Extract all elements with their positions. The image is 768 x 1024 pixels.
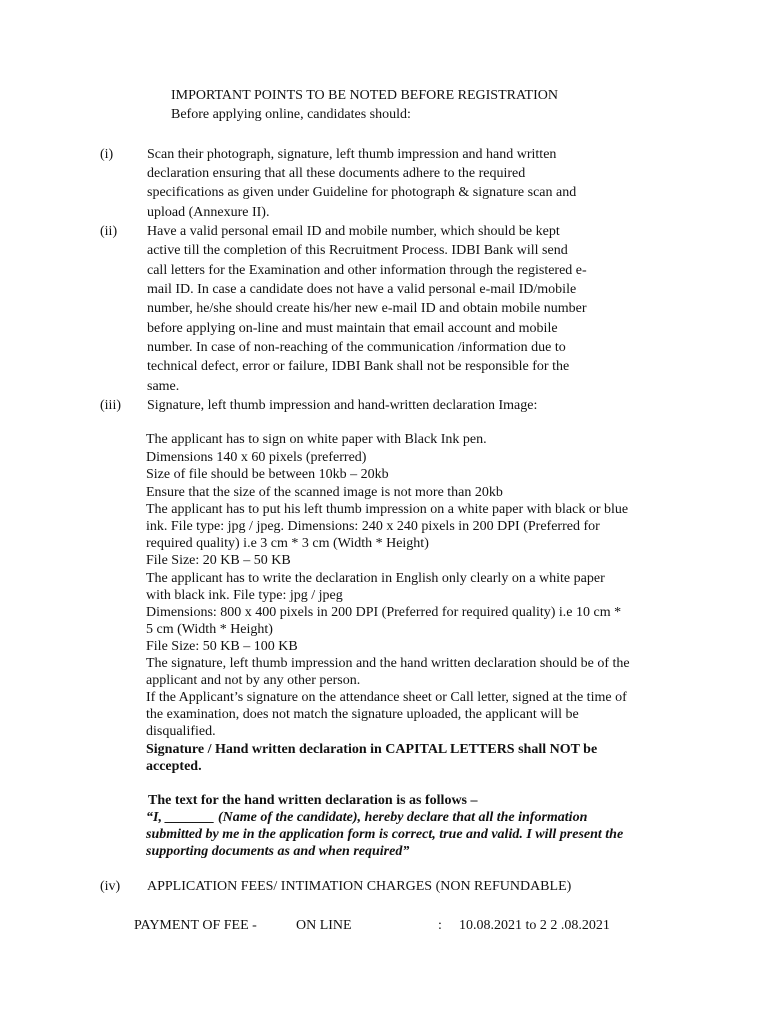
item-line: declaration ensuring that all these documents adhere to the required (147, 166, 526, 181)
item-line: mail ID. In case a candidate does not have a valid personal e-mail ID/mobile (147, 282, 577, 297)
spec-line: File Size: 20 KB – 50 KB (146, 553, 291, 568)
item-number: (ii) (100, 224, 118, 239)
spec-line: Size of file should be between 10kb – 20kb (146, 467, 389, 482)
intro-text: Before applying online, candidates should: (171, 107, 411, 122)
item-number: (iii) (100, 398, 121, 413)
item-line: same. (147, 379, 180, 394)
spec-line: required quality) i.e 3 cm * 3 cm (Width * Height) (146, 536, 429, 551)
item-line: number, he/she should create his/her new e-mail ID and obtain mobile number (147, 301, 587, 316)
item-line: Signature, left thumb impression and hand-written declaration Image: (147, 398, 538, 413)
spec-line: with black ink. File type: jpg / jpeg (146, 588, 343, 603)
item-line: technical defect, error or failure, IDBI Bank shall not be responsible for the (147, 359, 570, 374)
item-line: number. In case of non-reaching of the communication /information due to (147, 340, 566, 355)
spec-line: the examination, does not match the signature uploaded, the applicant will be (146, 707, 579, 722)
spec-line: Dimensions: 800 x 400 pixels in 200 DPI (Preferred for required quality) i.e 10 cm * (146, 605, 622, 620)
spec-line: Dimensions 140 x 60 pixels (preferred) (146, 450, 367, 465)
fees-title: APPLICATION FEES/ INTIMATION CHARGES (NON REFUNDABLE) (147, 879, 572, 894)
payment-mode: ON LINE (296, 918, 352, 933)
spec-line: 5 cm (Width * Height) (146, 622, 273, 637)
spec-line: ink. File type: jpg / jpeg. Dimensions: 240 x 240 pixels in 200 DPI (Preferred for (146, 519, 600, 534)
spec-line: The applicant has to write the declaration in English only clearly on a white paper (146, 571, 605, 586)
spec-line: The applicant has to put his left thumb impression on a white paper with black or blue (146, 502, 629, 517)
page-title: IMPORTANT POINTS TO BE NOTED BEFORE REGISTRATION (171, 88, 558, 103)
spec-line: If the Applicant’s signature on the attendance sheet or Call letter, signed at the time of (146, 690, 627, 705)
payment-colon: : (438, 918, 442, 933)
declaration-line: submitted by me in the application form is correct, true and valid. I will present the (146, 827, 624, 842)
declaration-line: “I, _______ (Name of the candidate), hereby declare that all the information (146, 810, 588, 825)
spec-line: The applicant has to sign on white paper with Black Ink pen. (146, 432, 487, 447)
declaration-line: supporting documents as and when required” (146, 844, 410, 859)
item-number: (i) (100, 147, 114, 162)
item-line: call letters for the Examination and other information through the registered e- (147, 263, 587, 278)
spec-line: disqualified. (146, 724, 216, 739)
warning-text: Signature / Hand written declaration in CAPITAL LETTERS shall NOT be (146, 742, 598, 757)
item-line: Scan their photograph, signature, left thumb impression and hand written (147, 147, 557, 162)
payment-dates: 10.08.2021 to 2 2 .08.2021 (459, 918, 610, 933)
payment-label: PAYMENT OF FEE - (134, 918, 257, 933)
spec-line: applicant and not by any other person. (146, 673, 361, 688)
warning-text: accepted. (146, 759, 202, 774)
spec-line: The signature, left thumb impression and the hand written declaration should be of the (146, 656, 630, 671)
item-line: upload (Annexure II). (147, 205, 270, 220)
spec-line: File Size: 50 KB – 100 KB (146, 639, 298, 654)
item-line: Have a valid personal email ID and mobile number, which should be kept (147, 224, 560, 239)
item-line: active till the completion of this Recruitment Process. IDBI Bank will send (147, 243, 568, 258)
spec-line: Ensure that the size of the scanned image is not more than 20kb (146, 485, 503, 500)
item-number: (iv) (100, 879, 121, 894)
item-line: before applying on-line and must maintain that email account and mobile (147, 321, 558, 336)
item-line: specifications as given under Guideline for photograph & signature scan and (147, 185, 577, 200)
declaration-intro: The text for the hand written declaration is as follows – (148, 793, 478, 808)
